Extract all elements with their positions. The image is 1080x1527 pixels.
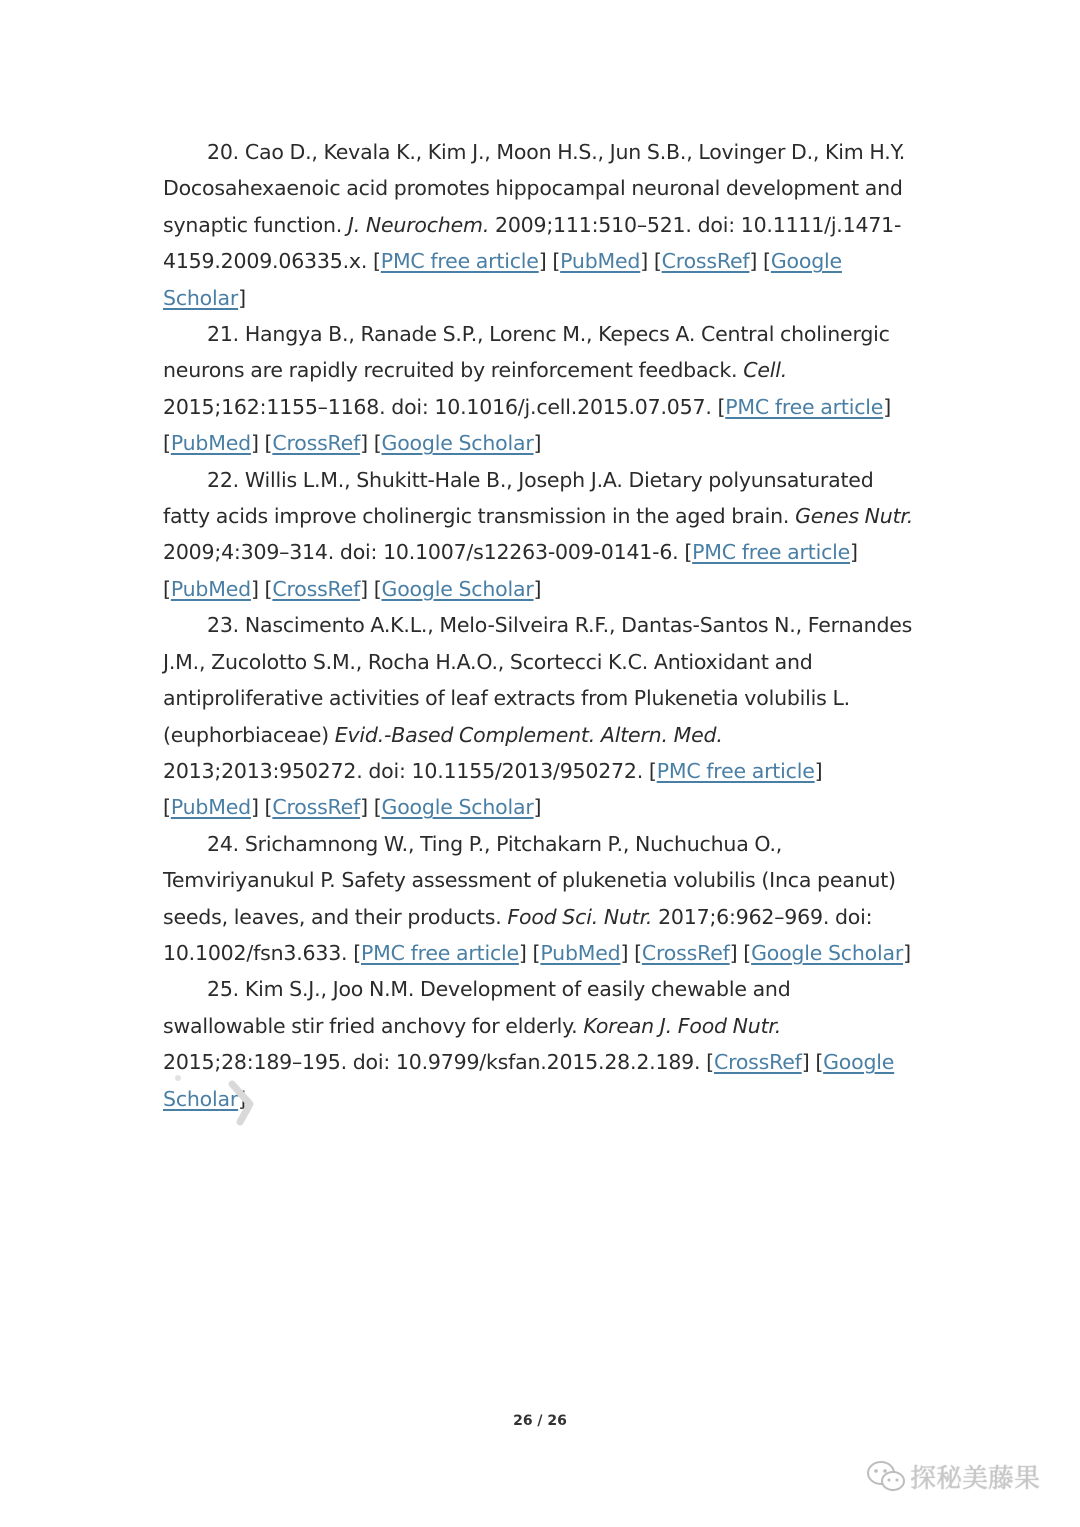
reference-item: 24. Srichamnong W., Ting P., Pitchakarn P., Nuchuchua O., Temviriyanukul P. Safety assessment of plukenetia volubilis (Inca peanut) seeds, leaves, and their products. Food Sci. Nutr. 2017;6:962–969. doi: 10.1002/fsn3.633. [PMC free article] [PubMed] [CrossRef] [Google Scholar] (163, 831, 911, 965)
google-scholar-link[interactable]: Google Scholar (381, 795, 534, 820)
reference-doi: doi: 10.1016/j.cell.2015.07.057. (391, 394, 712, 419)
wechat-icon (866, 1460, 906, 1494)
pmc-link[interactable]: PMC free article (656, 758, 815, 783)
reference-list (163, 134, 918, 1117)
watermark (866, 1458, 1040, 1495)
google-scholar-link[interactable]: Google Scholar (163, 1050, 895, 1111)
decorative-mark (170, 1070, 260, 1130)
reference-title: Central cholinergic neurons are rapidly recruited by reinforcement feedback. (163, 322, 890, 383)
reference-doi: doi: 10.9799/ksfan.2015.28.2.189. (352, 1050, 701, 1075)
reference-details: 2015;162:1155–1168. (163, 394, 386, 419)
reference-journal: Evid.-Based Complement. Altern. Med. (334, 722, 723, 747)
pubmed-link[interactable]: PubMed (540, 940, 621, 965)
reference-journal: Food Sci. Nutr. (507, 904, 653, 929)
reference-authors: Nascimento A.K.L., Melo-Silveira R.F., Dantas-Santos N., Fernandes J.M., Zucolotto S.M., Rocha H.A.O., Scortecci K.C. (163, 613, 913, 674)
reference-details: 2009;111:510–521. (494, 212, 692, 237)
pubmed-link[interactable]: PubMed (170, 431, 251, 456)
reference-item: 23. Nascimento A.K.L., Melo-Silveira R.F., Dantas-Santos N., Fernandes J.M., Zucolotto S.M., Rocha H.A.O., Scortecci K.C. Antioxidant and antiproliferative activities of leaf extracts from Plukenetia volubilis L. (euphorbiaceae) Evid.-Based Complement. Altern. Med. 2013;2013:950272. doi: 10.1155/2013/950272. [PMC free article] [PubMed] [CrossRef] [Google Scholar] (163, 613, 913, 820)
reference-item: 22. Willis L.M., Shukitt-Hale B., Joseph J.A. Dietary polyunsaturated fatty acids improve cholinergic transmission in the aged brain. Genes Nutr. 2009;4:309–314. doi: 10.1007/s12263-009-0141-6. [PMC free article] [PubMed] [CrossRef] [Google Scholar] (163, 467, 914, 601)
reference-authors: Kim S.J., Joo N.M. (244, 977, 415, 1002)
reference-journal: Korean J. Food Nutr. (583, 1013, 782, 1038)
reference-authors: Hangya B., Ranade S.P., Lorenc M., Kepecs A. (244, 322, 696, 347)
reference-journal: Genes Nutr. (795, 504, 914, 529)
crossref-link[interactable]: CrossRef (713, 1050, 802, 1075)
reference-authors: Srichamnong W., Ting P., Pitchakarn P., Nuchuchua O., Temviriyanukul P. (163, 831, 783, 893)
reference-doi: doi: 10.1007/s12263-009-0141-6. (339, 540, 679, 565)
crossref-link[interactable]: CrossRef (272, 795, 361, 820)
google-scholar-link[interactable]: Google Scholar (751, 940, 904, 965)
reference-item: 21. Hangya B., Ranade S.P., Lorenc M., Kepecs A. Central cholinergic neurons are rapidly recruited by reinforcement feedback. Cell. 2015;162:1155–1168. doi: 10.1016/j.cell.2015.07.057. [PMC free article] [PubMed] [CrossRef] [Google Scholar] (163, 322, 891, 456)
reference-number: 22. (207, 467, 240, 492)
pubmed-link[interactable]: PubMed (170, 576, 251, 601)
reference-authors: Cao D., Kevala K., Kim J., Moon H.S., Jun S.B., Lovinger D., Kim H.Y. (244, 140, 906, 164)
reference-title: Dietary polyunsaturated fatty acids improve cholinergic transmission in the aged brain. (163, 467, 874, 529)
reference-details: 2009;4:309–314. (163, 540, 335, 565)
pmc-link[interactable]: PMC free article (692, 540, 851, 565)
reference-details: 2017;6:962–969. (658, 904, 830, 929)
reference-details: 2013;2013:950272. (163, 758, 363, 783)
reference-number: 23. (207, 613, 240, 638)
reference-doi: doi: 10.1111/j.1471-4159.2009.06335.x. (163, 212, 902, 274)
reference-title: Antioxidant and antiproliferative activities of leaf extracts from Plukenetia volubilis L. (euphorbiaceae) (163, 649, 850, 747)
pubmed-link[interactable]: PubMed (560, 249, 641, 274)
reference-number: 21. (207, 322, 240, 347)
crossref-link[interactable]: CrossRef (272, 431, 361, 456)
reference-doi: doi: 10.1155/2013/950272. (368, 758, 644, 783)
reference-number: 25. (207, 977, 240, 1002)
reference-title: Development of easily chewable and swallowable stir fried anchovy for elderly. (163, 977, 791, 1038)
reference-item: 25. Kim S.J., Joo N.M. Development of easily chewable and swallowable stir fried anchovy for elderly. Korean J. Food Nutr. 2015;28:189–195. doi: 10.9799/ksfan.2015.28.2.189. [CrossRef] [Google Scholar] (163, 977, 895, 1111)
reference-number: 24. (207, 831, 240, 856)
pubmed-link[interactable]: PubMed (170, 795, 251, 820)
reference-journal: J. Neurochem. (347, 212, 490, 237)
reference-item: 20. Cao D., Kevala K., Kim J., Moon H.S., Jun S.B., Lovinger D., Kim H.Y. Docosahexaenoic acid promotes hippocampal neuronal development and synaptic function. J. Neurochem. 2009;111:510–521. doi: 10.1111/j.1471-4159.2009.06335.x. [PMC free article] [PubMed] [CrossRef] [Google Scholar] (163, 140, 906, 310)
crossref-link[interactable]: CrossRef (641, 940, 730, 965)
google-scholar-link[interactable]: Google Scholar (163, 249, 842, 310)
pmc-link[interactable]: PMC free article (380, 249, 539, 274)
pmc-link[interactable]: PMC free article (725, 394, 884, 419)
reference-doi: doi: 10.1002/fsn3.633. (163, 904, 873, 965)
reference-details: 2015;28:189–195. (163, 1050, 347, 1075)
google-scholar-link[interactable]: Google Scholar (381, 576, 534, 601)
reference-title: Docosahexaenoic acid promotes hippocampal neuronal development and synaptic function. (163, 176, 903, 237)
page-number: 26 / 26 (513, 1413, 567, 1429)
crossref-link[interactable]: CrossRef (661, 249, 750, 274)
reference-journal: Cell. (743, 358, 788, 383)
reference-authors: Willis L.M., Shukitt-Hale B., Joseph J.A. (244, 467, 623, 492)
reference-title: Safety assessment of plukenetia volubilis (Inca peanut) seeds, leaves, and their products. (163, 868, 896, 929)
google-scholar-link[interactable]: Google Scholar (381, 431, 534, 456)
pmc-link[interactable]: PMC free article (361, 940, 519, 965)
watermark-text: 探秘美藤果 (910, 1464, 1041, 1494)
crossref-link[interactable]: CrossRef (272, 576, 361, 601)
reference-number: 20. (207, 140, 240, 164)
